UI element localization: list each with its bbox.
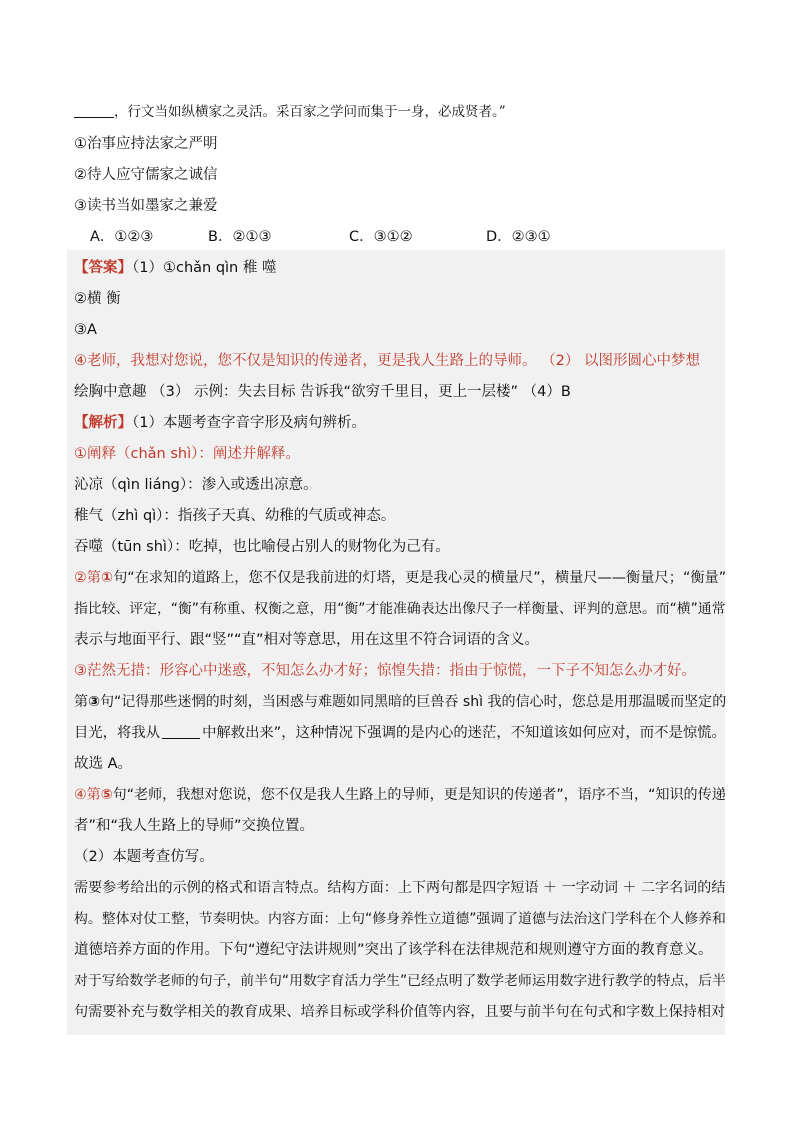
option-c: C．③①② xyxy=(349,229,413,245)
analysis-10a: 第 xyxy=(74,694,89,710)
analysis-line-14: 者”和“我人生路上的导师”交换位置。 xyxy=(74,818,315,834)
answer-line-1 xyxy=(74,259,276,277)
analysis-line-13 xyxy=(74,786,726,804)
analysis-line-3: 沁凉（qìn liáng）：渗入或透出凉意。 xyxy=(74,477,318,493)
analysis-line-11 xyxy=(74,724,726,742)
analysis-6a: ②第 xyxy=(74,570,101,586)
analysis-13c: 句“老师，我想对您说，您不仅是我人生路上的导师，更是知识的传递者”，语序不当，“知识的传递 xyxy=(112,787,726,803)
analysis-line-17: 构。整体对仗工整，节奏明快。内容方面：上句“修身养性立道德”强调了道德与法治这门学科在个人修养和 xyxy=(74,911,726,927)
analysis-line-1 xyxy=(74,414,366,432)
analysis-10c: 句“记得那些迷惘的时刻，当困惑与难题如同黑暗的巨兽吞 shì 我的信心时，您总是用那温暖而坚定的 xyxy=(99,694,727,710)
analysis-text-1: （1）本题考查字音字形及病句辨析。 xyxy=(132,415,366,431)
analysis-line-8: 表示与地面平行、跟“竖”“直”相对等意思，用在这里不符合词语的含义。 xyxy=(74,632,540,648)
analysis-line-12: 故选 A。 xyxy=(74,756,133,772)
analysis-13a: ④第 xyxy=(74,787,101,803)
analysis-6c: 句“在求知的道路上，您不仅是我前进的灯塔，更是我心灵的横量尺”，横量尺——衡量尺；“衡量” xyxy=(113,570,727,586)
analysis-6b: ① xyxy=(101,570,114,586)
options-row xyxy=(90,228,551,246)
question-item-3: ③读书当如墨家之兼爱 xyxy=(74,198,218,214)
question-item-2: ②待人应守儒家之诚信 xyxy=(74,167,218,183)
answer-text-4: ④老师，我想对您说，您不仅是知识的传递者，更是我人生路上的导师。 （2） 以图形圆心中梦想 xyxy=(74,353,700,369)
answer-text-1: （1）①chǎn qìn 稚 噬 xyxy=(132,260,277,276)
answer-line-3: ③A xyxy=(74,322,97,338)
analysis-line-6 xyxy=(74,569,726,587)
analysis-line-19: 对于写给数学老师的句子，前半句“用数字育活力学生”已经点明了数学老师运用数字进行教学的特点，后半 xyxy=(74,973,726,989)
option-b: B．②①③ xyxy=(208,229,272,245)
analysis-line-4: 稚气（zhì qì）：指孩子天真、幼稚的气质或神态。 xyxy=(74,508,396,524)
analysis-line-9: ③茫然无措：形容心中迷惑，不知怎么办才好；惊惶失措：指由于惊慌，一下子不知怎么办才好。 xyxy=(74,663,696,679)
question-item-1: ①治事应持法家之严明 xyxy=(74,136,218,152)
option-a: A．①②③ xyxy=(90,229,154,245)
analysis-line-2: ①阐释（chǎn shì）：阐述并解释。 xyxy=(74,446,300,462)
answer-line-4 xyxy=(74,352,700,370)
option-d: D．②③① xyxy=(486,229,551,245)
analysis-11b: 中解救出来”，这种情况下强调的是内心的迷茫，不知道该如何应对，而不是惊慌。 xyxy=(202,725,726,741)
analysis-line-20: 句需要补充与数学相关的教育成果、培养目标或学科价值等内容，且要与前半句在句式和字数上保持相对 xyxy=(74,1004,726,1020)
analysis-line-18: 道德培养方面的作用。下句“遵纪守法讲规则”突出了该学科在法律规范和规则遵守方面的教育意义。 xyxy=(74,942,713,958)
analysis-line-16: 需要参考给出的示例的格式和语言特点。结构方面：上下两句都是四字短语 ＋ 一字动词 ＋ 二字名词的结 xyxy=(74,880,726,896)
fill-blank-2 xyxy=(162,724,200,739)
question-intro-text: ，行文当如纵横家之灵活。采百家之学问而集于一身，必成贤者。” xyxy=(114,104,506,120)
answer-line-2: ②横 衡 xyxy=(74,291,121,307)
analysis-line-5: 吞噬（tūn shì）：吃掉，也比喻侵占别人的财物化为己有。 xyxy=(74,539,450,555)
fill-blank xyxy=(74,103,114,118)
answer-line-5: 绘胸中意趣 （3） 示例：失去目标 告诉我“欲穷千里目，更上一层楼” （4）B xyxy=(74,384,571,400)
analysis-11a: 目光，将我从 xyxy=(74,725,161,741)
analysis-line-10 xyxy=(74,693,726,711)
analysis-line-15: （2）本题考查仿写。 xyxy=(74,849,214,865)
answer-tag: 【答案】 xyxy=(74,260,132,276)
analysis-10b: ③ xyxy=(88,694,100,710)
question-intro-line xyxy=(74,103,506,121)
analysis-13b: ⑤ xyxy=(100,787,113,803)
analysis-tag: 【解析】 xyxy=(74,415,132,431)
analysis-line-7: 指比较、评定，“衡”有称重、权衡之意，用“衡”才能准确表达出像尺子一样衡量、评判的意思。而“横”通常 xyxy=(74,601,726,617)
